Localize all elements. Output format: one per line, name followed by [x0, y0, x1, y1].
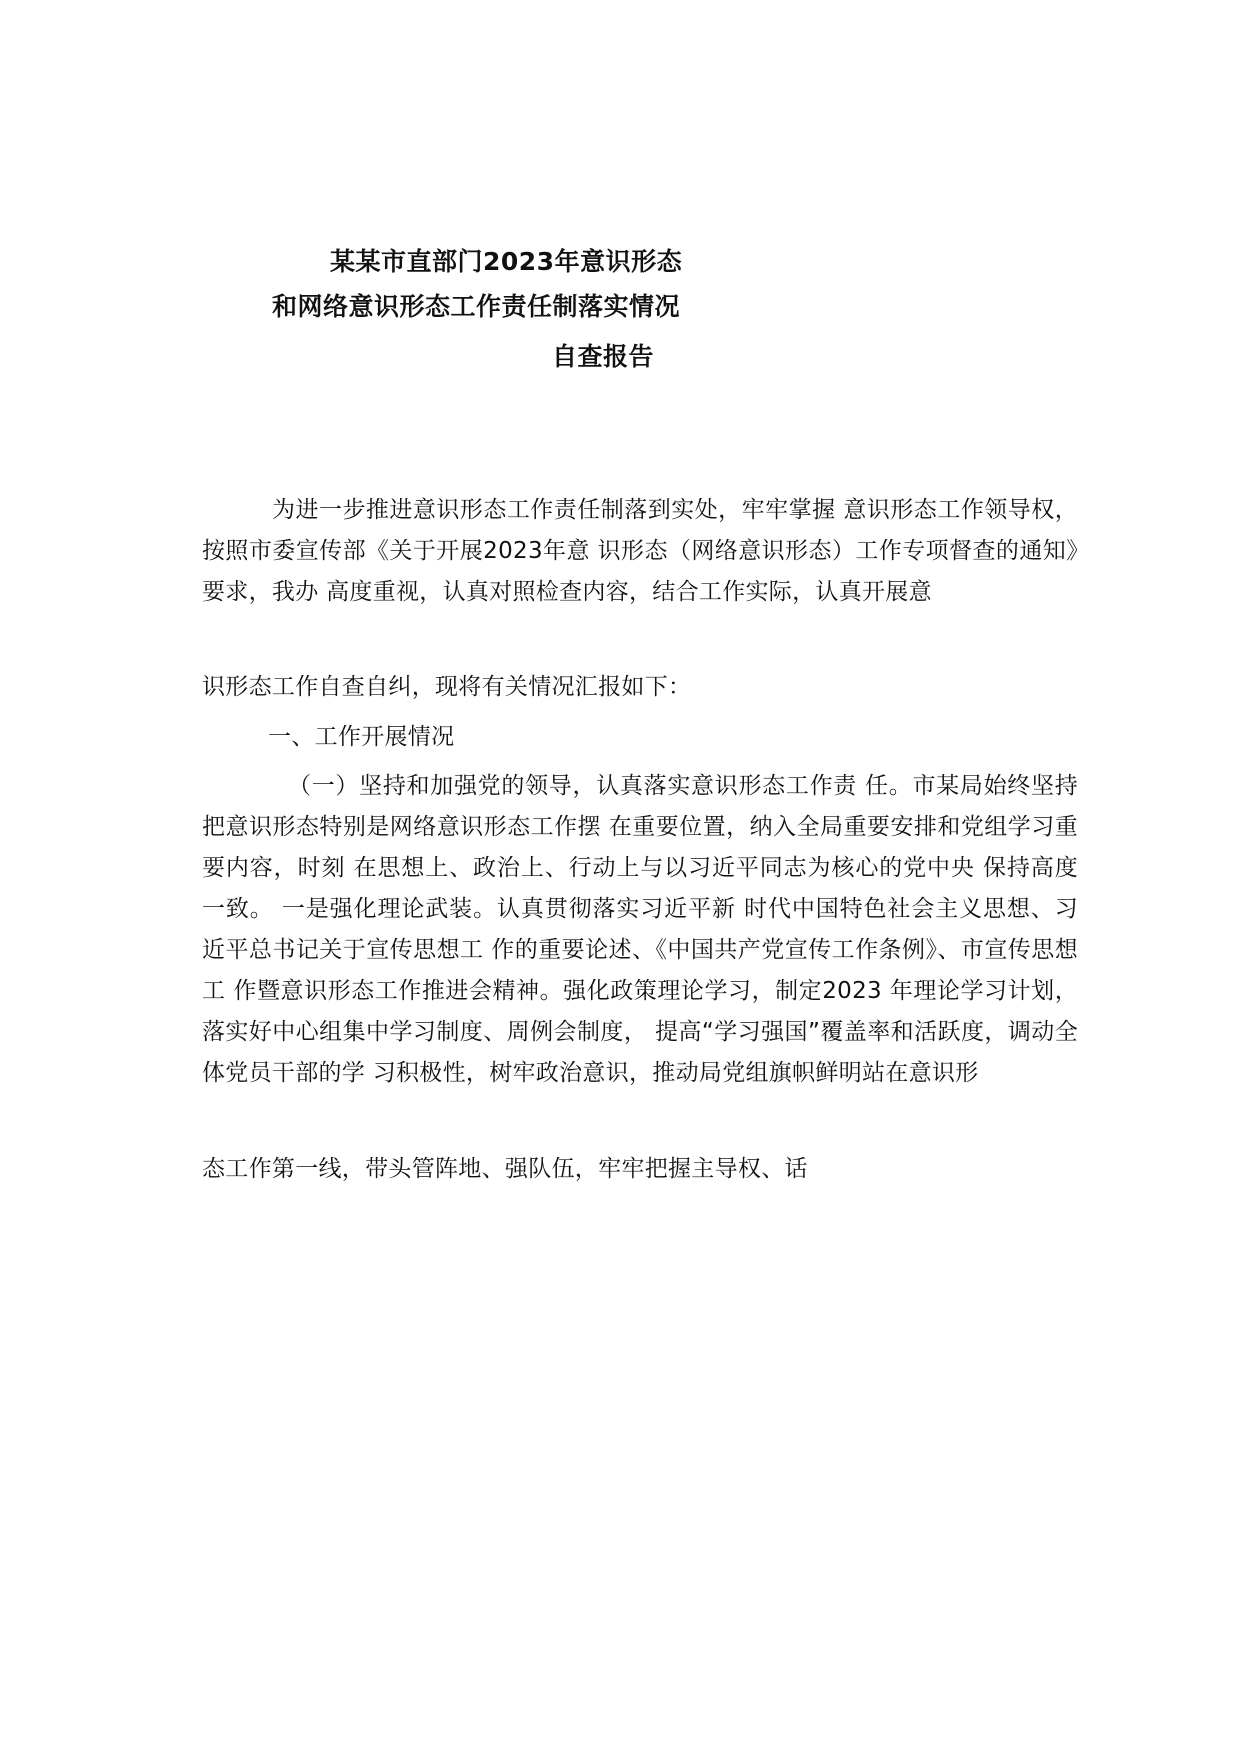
section-1-body-continued: 态工作第一线，带头管阵地、强队伍，牢牢把握主导权、话	[202, 1156, 808, 1182]
section-1-body: （一）坚持和加强党的领导，认真落实意识形态工作责 任。市某局始终坚持把意识形态特别是网络意识形态工作摆 在重要位置，纳入全局重要安排和党组学习重要内容，时刻 在思想上、政治上、行动上与以习近平同志为核心的党中央 保持高度一致。 一是强化理论武装。认真贯彻落实习近平新 时代中国特色社会主义思想、习近平总书记关于宣传思想工 作的重要论述、《中国共产党宣传工作条例》、市宣传思想工 作暨意识形态工作推进会精神。强化政策理论学习，制定2023 年理论学习计划，落实好中心组集中学习制度、周例会制度， 提高“学习强国”覆盖率和活跃度，调动全体党员干部的学 习积极性，树牢政治意识，推动局党组旗帜鲜明站在意识形	[202, 773, 1078, 1086]
section-heading-1: 一、工作开展情况	[268, 724, 455, 750]
report-title-line-1: 某某市直部门2023年意识形态	[330, 247, 683, 276]
report-title-line-2: 和网络意识形态工作责任制落实情况	[272, 292, 681, 321]
report-title-line-3: 自查报告	[552, 342, 655, 371]
intro-paragraph: 为进一步推进意识形态工作责任制落到实处，牢牢掌握 意识形态工作领导权，按照市委宣传部《关于开展2023年意 识形态（网络意识形态）工作专项督查的通知》要求，我办 高度重视，认真对照检查内容，结合工作实际，认真开展意	[202, 497, 1078, 605]
intro-paragraph-continued: 识形态工作自查自纠，现将有关情况汇报如下：	[202, 674, 692, 700]
